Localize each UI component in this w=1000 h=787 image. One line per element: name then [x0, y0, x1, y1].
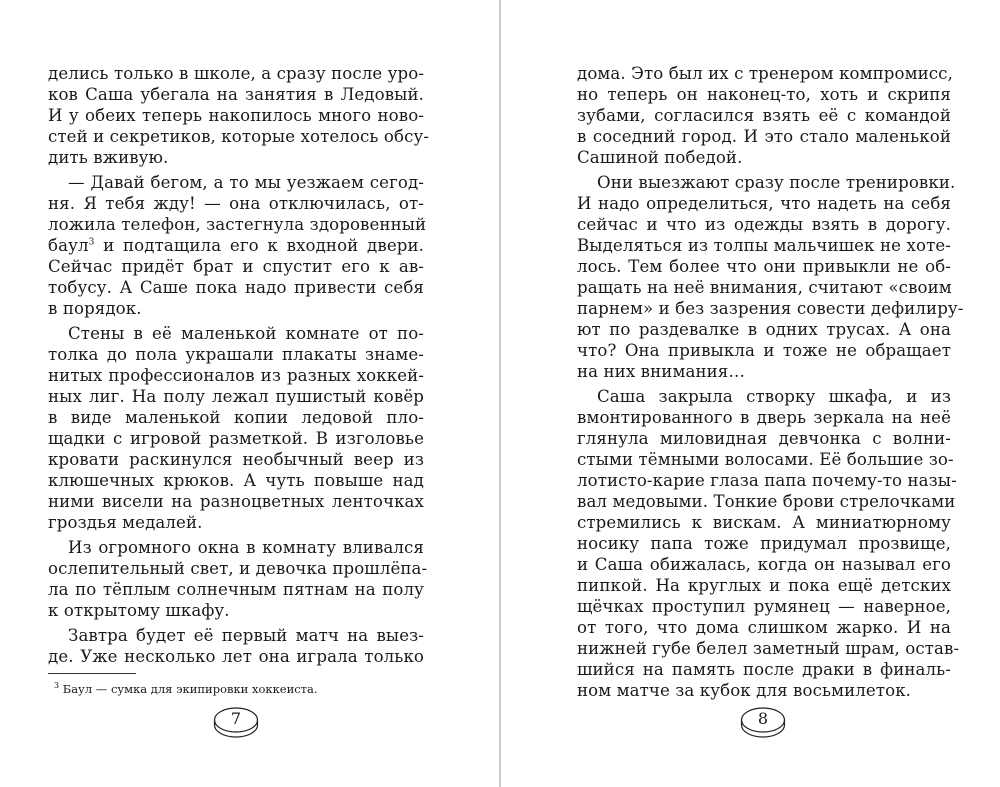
- text-line: делись только в школе, а сразу после уро-: [48, 64, 425, 83]
- text-fragment: и подтащила его к входной двери.: [94, 236, 424, 255]
- page-number-text: 7: [230, 709, 242, 728]
- footnote-rule: [48, 673, 136, 674]
- text-line: И надо определиться, что надеть на себя: [577, 194, 951, 213]
- text-line: от того, что дома слишком жарко. И на: [577, 618, 951, 637]
- footnote: [54, 682, 318, 696]
- text-line: ном матче за кубок для восьмилеток.: [577, 681, 912, 700]
- paragraph: [577, 172, 964, 382]
- text-line: зубами, согласился взять её с командой: [577, 106, 951, 125]
- text-line: гроздья медалей.: [48, 513, 203, 532]
- page-number-left: [213, 706, 259, 740]
- text-line: на них внимания…: [577, 362, 746, 381]
- text-line: — Давай бегом, а то мы уезжаем сегод-: [68, 173, 424, 192]
- text-line: щадки с игровой разметкой. В изголовье: [48, 429, 424, 448]
- left-page-text: [48, 63, 430, 667]
- text-line: ослепительный свет, и девочка прошлёпа-: [48, 559, 428, 578]
- text-line: Саша закрыла створку шкафа, и из: [597, 387, 951, 406]
- text-line: парнем» и без зазрения совести дефилиру-: [577, 299, 964, 318]
- text-line: кровати раскинулся необычный веер из: [48, 450, 424, 469]
- text-line: лотисто-карие глаза папа почему-то назы-: [577, 471, 957, 490]
- right-page-text: [577, 63, 964, 701]
- text-line: толка до пола украшали плакаты знаме-: [48, 345, 424, 364]
- text-line: ращать на неё внимания, считают «своим: [577, 278, 952, 297]
- text-line: ных лиг. На полу лежал пушистый ковёр: [48, 387, 424, 406]
- text-line: дома. Это был их с тренером компромисс,: [577, 64, 953, 83]
- text-line: ня. Я тебя жду! — она отключилась, от-: [48, 194, 424, 213]
- page-number-text: 8: [757, 709, 769, 728]
- text-line: стыми тёмными волосами. Её большие зо-: [577, 450, 954, 469]
- text-line: ла по тёплым солнечным пятнам на полу: [48, 580, 424, 599]
- text-line: Сейчас придёт брат и спустит его к ав-: [48, 257, 424, 276]
- text-line: в соседний город. И это стало маленькой: [577, 127, 951, 146]
- text-line: Стены в её маленькой комнате от по-: [68, 324, 424, 343]
- text-line: что? Она привыкла и тоже не обращает: [577, 341, 951, 360]
- text-line: Из огромного окна в комнату вливался: [68, 538, 424, 557]
- paragraph: [48, 537, 428, 621]
- text-line: сейчас и что из одежды взять в дорогу.: [577, 215, 951, 234]
- footnote-text: Баул — сумка для экипировки хоккеиста.: [59, 682, 318, 696]
- text-line: ними висели на разноцветных ленточках: [48, 492, 424, 511]
- text-line: ложила телефон, застегнула здоровенный: [48, 215, 427, 234]
- text-line: Завтра будет её первый матч на выез-: [68, 626, 424, 645]
- text-line: тобусу. А Саше пока надо привести себя: [48, 278, 424, 297]
- text-line: [48, 235, 424, 256]
- text-line: в виде маленькой копии ледовой пло-: [48, 408, 424, 427]
- page-number-right: [740, 706, 786, 740]
- text-line: в порядок.: [48, 299, 142, 318]
- text-line: нитых профессионалов из разных хоккей-: [48, 366, 424, 385]
- text-line: И у обеих теперь накопилось много ново-: [48, 106, 424, 125]
- text-line: вал медовыми. Тонкие брови стрелочками: [577, 492, 956, 511]
- text-line: клюшечных крюков. А чуть повыше над: [48, 471, 424, 490]
- text-line: шийся на память после драки в финаль-: [577, 660, 951, 679]
- text-line: лось. Тем более что они привыкли не об-: [577, 257, 951, 276]
- text-line: де. Уже несколько лет она играла только: [48, 647, 424, 666]
- text-line: ков Саша убегала на занятия в Ледовый.: [48, 85, 424, 104]
- text-line: Выделяться из толпы мальчишек не хоте-: [577, 236, 951, 255]
- text-line: щёчках проступил румянец — наверное,: [577, 597, 951, 616]
- text-fragment: баул: [48, 236, 89, 255]
- text-line: нижней губе белел заметный шрам, остав-: [577, 639, 960, 658]
- footnote-marker: 3: [54, 681, 60, 691]
- paragraph: [48, 172, 427, 319]
- text-line: но теперь он наконец-то, хоть и скрипя: [577, 85, 951, 104]
- paragraph: [48, 625, 424, 667]
- text-line: носику папа тоже придумал прозвище,: [577, 534, 951, 553]
- footnote-reference: 3: [88, 237, 95, 248]
- text-line: Сашиной победой.: [577, 148, 743, 167]
- text-line: к открытому шкафу.: [48, 601, 230, 620]
- paragraph: [577, 63, 951, 168]
- text-line: Они выезжают сразу после тренировки.: [597, 173, 956, 192]
- paragraph: [577, 386, 960, 701]
- text-line: вмонтированного в дверь зеркала на неё: [577, 408, 951, 427]
- text-line: дить вживую.: [48, 148, 169, 167]
- text-line: ют по раздевалке в одних трусах. А она: [577, 320, 951, 339]
- text-line: стей и секретиков, которые хотелось обсу-: [48, 127, 430, 146]
- text-line: и Саша обижалась, когда он называл его: [577, 555, 951, 574]
- text-line: стремились к вискам. А миниатюрному: [577, 513, 951, 532]
- text-line: глянула миловидная девчонка с волни-: [577, 429, 951, 448]
- paragraph: [48, 323, 424, 533]
- text-line: пипкой. На круглых и пока ещё детских: [577, 576, 951, 595]
- right-page: [500, 0, 1000, 787]
- paragraph: [48, 63, 430, 168]
